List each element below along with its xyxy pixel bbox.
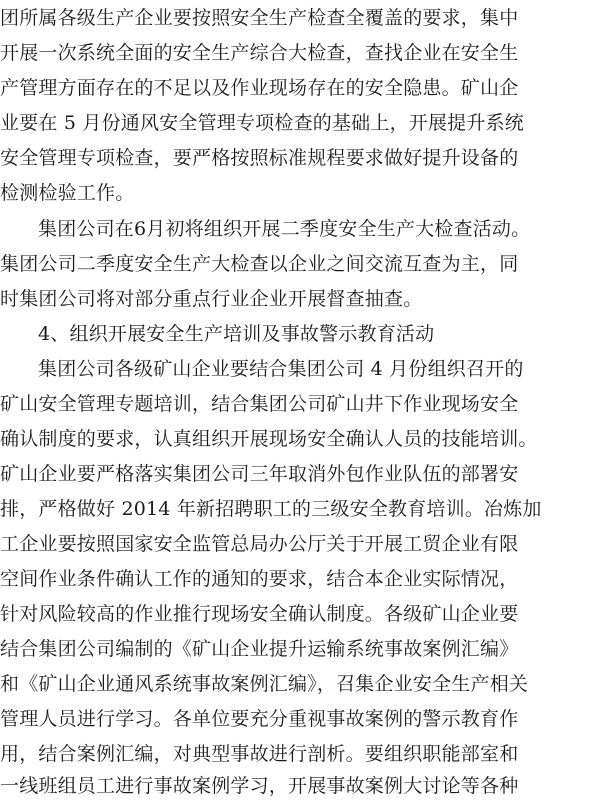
text-line: 矿山安全管理专题培训，结合集团公司矿山井下作业现场安全: [0, 393, 519, 415]
text-line: 集团公司二季度安全生产大检查以企业之间交流互查为主，同: [0, 253, 519, 275]
text-line: 结合集团公司编制的《矿山企业提升运输系统事故案例汇编》: [0, 638, 519, 660]
text-line: 用，结合案例汇编，对典型事故进行剖析。要组织职能部室和: [0, 743, 519, 765]
text-line: 时集团公司将对部分重点行业企业开展督查抽查。: [0, 288, 423, 310]
text-line: 确认制度的要求，认真组织开展现场安全确认人员的技能培训。: [0, 428, 538, 450]
text-line: 空间作业条件确认工作的通知的要求，结合本企业实际情况，: [0, 568, 519, 590]
text-line: 一线班组员工进行事故案例学习，开展事故案例大讨论等各种: [0, 775, 519, 797]
text-line: 产管理方面存在的不足以及作业现场存在的安全隐患。矿山企: [0, 77, 519, 99]
text-line: 开展一次系统全面的安全生产综合大检查，查找企业在安全生: [0, 42, 519, 64]
text-line: 检测检验工作。: [0, 182, 135, 204]
section-heading: 4、组织开展安全生产培训及事故警示教育活动: [38, 323, 435, 345]
text-line: 矿山企业要严格落实集团公司三年取消外包作业队伍的部署安: [0, 463, 519, 485]
text-line: 工企业要按照国家安全监管总局办公厅关于开展工贸企业有限: [0, 533, 519, 555]
text-line: 和《矿山企业通风系统事故案例汇编》，召集企业安全生产相关: [0, 673, 529, 695]
text-line: 团所属各级生产企业要按照安全生产检查全覆盖的要求，集中: [0, 7, 519, 29]
text-line: 针对风险较高的作业推行现场安全确认制度。各级矿山企业要: [0, 603, 519, 625]
text-line: 业要在 5 月份通风安全管理专项检查的基础上，开展提升系统: [0, 112, 524, 134]
text-line: 安全管理专项检查，要严格按照标准规程要求做好提升设备的: [0, 147, 519, 169]
text-line: 排，严格做好 2014 年新招聘职工的三级安全教育培训。冶炼加: [0, 498, 542, 520]
paragraph-first-line: 集团公司在6月初将组织开展二季度安全生产大检查活动。: [38, 218, 531, 240]
text-line: 管理人员进行学习。各单位要充分重视事故案例的警示教育作: [0, 708, 519, 730]
paragraph-first-line: 集团公司各级矿山企业要结合集团公司 4 月份组织召开的: [38, 358, 524, 380]
